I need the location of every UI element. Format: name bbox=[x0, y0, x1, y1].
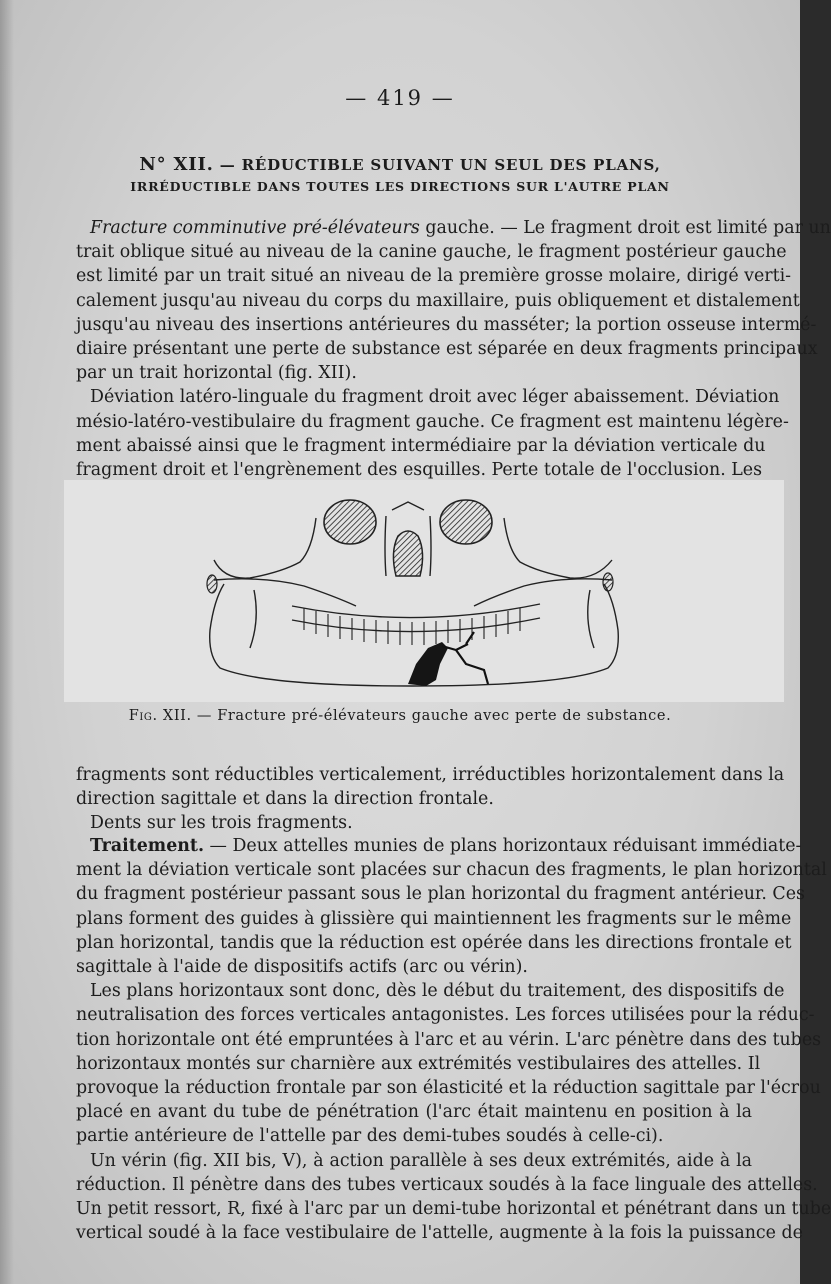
text-line: par un trait horizontal (fig. XII). bbox=[76, 363, 357, 384]
paragraph-treatment bbox=[76, 834, 831, 1245]
text-line: Un vérin (fig. XII bis, V), à action parallèle à ses deux extrémités, aide à la bbox=[90, 1150, 752, 1171]
treatment-label-bold: Traitement. bbox=[90, 836, 205, 856]
text-line: ment abaissé ainsi que le fragment intermédiaire par la déviation verticale du bbox=[76, 435, 766, 456]
text-line: Déviation latéro-linguale du fragment droit avec léger abaissement. Déviation bbox=[90, 387, 780, 408]
heading-number: N° XII. bbox=[139, 154, 214, 175]
text-line: trait oblique situé au niveau de la canine gauche, le fragment postérieur gauche bbox=[76, 242, 787, 263]
text-line: mésio-latéro-vestibulaire du fragment gauche. Ce fragment est maintenu légère- bbox=[76, 411, 789, 432]
text-line: Dents sur les trois fragments. bbox=[90, 813, 353, 834]
text-line: horizontaux montés sur charnière aux extrémités vestibulaires des attelles. Il bbox=[76, 1053, 761, 1074]
skull-drawing bbox=[64, 480, 784, 702]
fracture-zone bbox=[408, 642, 448, 686]
text-line: plans forment des guides à glissière qui maintiennent les fragments sur le même bbox=[76, 908, 792, 929]
text-line: diaire présentant une perte de substance est séparée en deux fragments principaux bbox=[76, 339, 818, 360]
text-line: fragment droit et l'engrènement des esquilles. Perte totale de l'occlusion. Les bbox=[76, 460, 763, 481]
text-line bbox=[76, 834, 802, 858]
text-span: — Deux attelles munies de plans horizontaux réduisant immédiate- bbox=[204, 836, 802, 856]
section-heading bbox=[60, 154, 740, 198]
text-line: vertical soudé à la face vestibulaire de l'attelle, augmente à la fois la puissance de bbox=[76, 1223, 803, 1244]
left-condyle bbox=[207, 575, 217, 593]
text-line: du fragment postérieur passant sous le plan horizontal du fragment antérieur. Ces bbox=[76, 884, 805, 905]
skull-illustration bbox=[64, 480, 784, 702]
text-line: est limité par un trait situé an niveau de la première grosse molaire, dirigé verti- bbox=[76, 266, 792, 287]
text-line: calement jusqu'au niveau du corps du maxillaire, puis obliquement et distalement bbox=[76, 290, 800, 311]
nasal-cavity bbox=[393, 531, 422, 576]
page-number: — 419 — bbox=[345, 86, 455, 110]
paragraph-description bbox=[76, 216, 831, 482]
text-line: placé en avant du tube de pénétration (l'arc était maintenu en position à la bbox=[76, 1102, 752, 1123]
heading-line-2: IRRÉDUCTIBLE DANS TOUTES LES DIRECTIONS SUR L'AUTRE PLAN bbox=[130, 179, 670, 194]
right-condyle bbox=[603, 573, 613, 591]
text-line: direction sagittale et dans la direction frontale. bbox=[76, 789, 494, 810]
text-line bbox=[76, 216, 831, 240]
text-line: jusqu'au niveau des insertions antérieures du masséter; la portion osseuse intermé- bbox=[76, 314, 817, 335]
text-line: Un petit ressort, R, fixé à l'arc par un demi-tube horizontal et pénétrant dans un tube bbox=[76, 1199, 831, 1220]
paragraph-reducibility bbox=[76, 763, 785, 836]
heading-title: — RÉDUCTIBLE SUIVANT UN SEUL DES PLANS, bbox=[213, 156, 661, 174]
text-line: ment la déviation verticale sont placées sur chacun des fragments, le plan horizontal bbox=[76, 860, 827, 881]
text-line: neutralisation des forces verticales antagonistes. Les forces utilisées pour la réduc- bbox=[76, 1005, 815, 1026]
text-line: provoque la réduction frontale par son élasticité et la réduction sagittale par l'écrou bbox=[76, 1078, 821, 1099]
fracture-lines bbox=[442, 632, 488, 684]
text-span: gauche. — Le fragment droit est limité par un bbox=[419, 218, 831, 238]
caption-label: Fig. XII. bbox=[128, 708, 192, 724]
text-line: fragments sont réductibles verticalement, irréductibles horizontalement dans la bbox=[76, 765, 785, 785]
text-line: tion horizontale ont été empruntées à l'arc et au vérin. L'arc pénètre dans des tubes bbox=[76, 1029, 822, 1050]
text-line: plan horizontal, tandis que la réduction est opérée dans les directions frontale et bbox=[76, 932, 792, 953]
figure-caption bbox=[0, 708, 800, 724]
text-line: sagittale à l'aide de dispositifs actifs (arc ou vérin). bbox=[76, 957, 528, 978]
text-line: Les plans horizontaux sont donc, dès le début du traitement, des dispositifs de bbox=[90, 981, 785, 1002]
left-orbit bbox=[324, 500, 376, 544]
fracture-type-italic: Fracture comminutive pré-élévateurs bbox=[90, 218, 420, 238]
skull-outline bbox=[210, 502, 619, 686]
heading-line-1 bbox=[60, 154, 740, 176]
text-line: réduction. Il pénètre dans des tubes verticaux soudés à la face linguale des attelles. bbox=[76, 1174, 818, 1195]
text-line: partie antérieure de l'attelle par des demi-tubes soudés à celle-ci). bbox=[76, 1126, 664, 1147]
right-orbit bbox=[440, 500, 492, 544]
caption-text: — Fracture pré-élévateurs gauche avec perte de substance. bbox=[191, 708, 672, 724]
